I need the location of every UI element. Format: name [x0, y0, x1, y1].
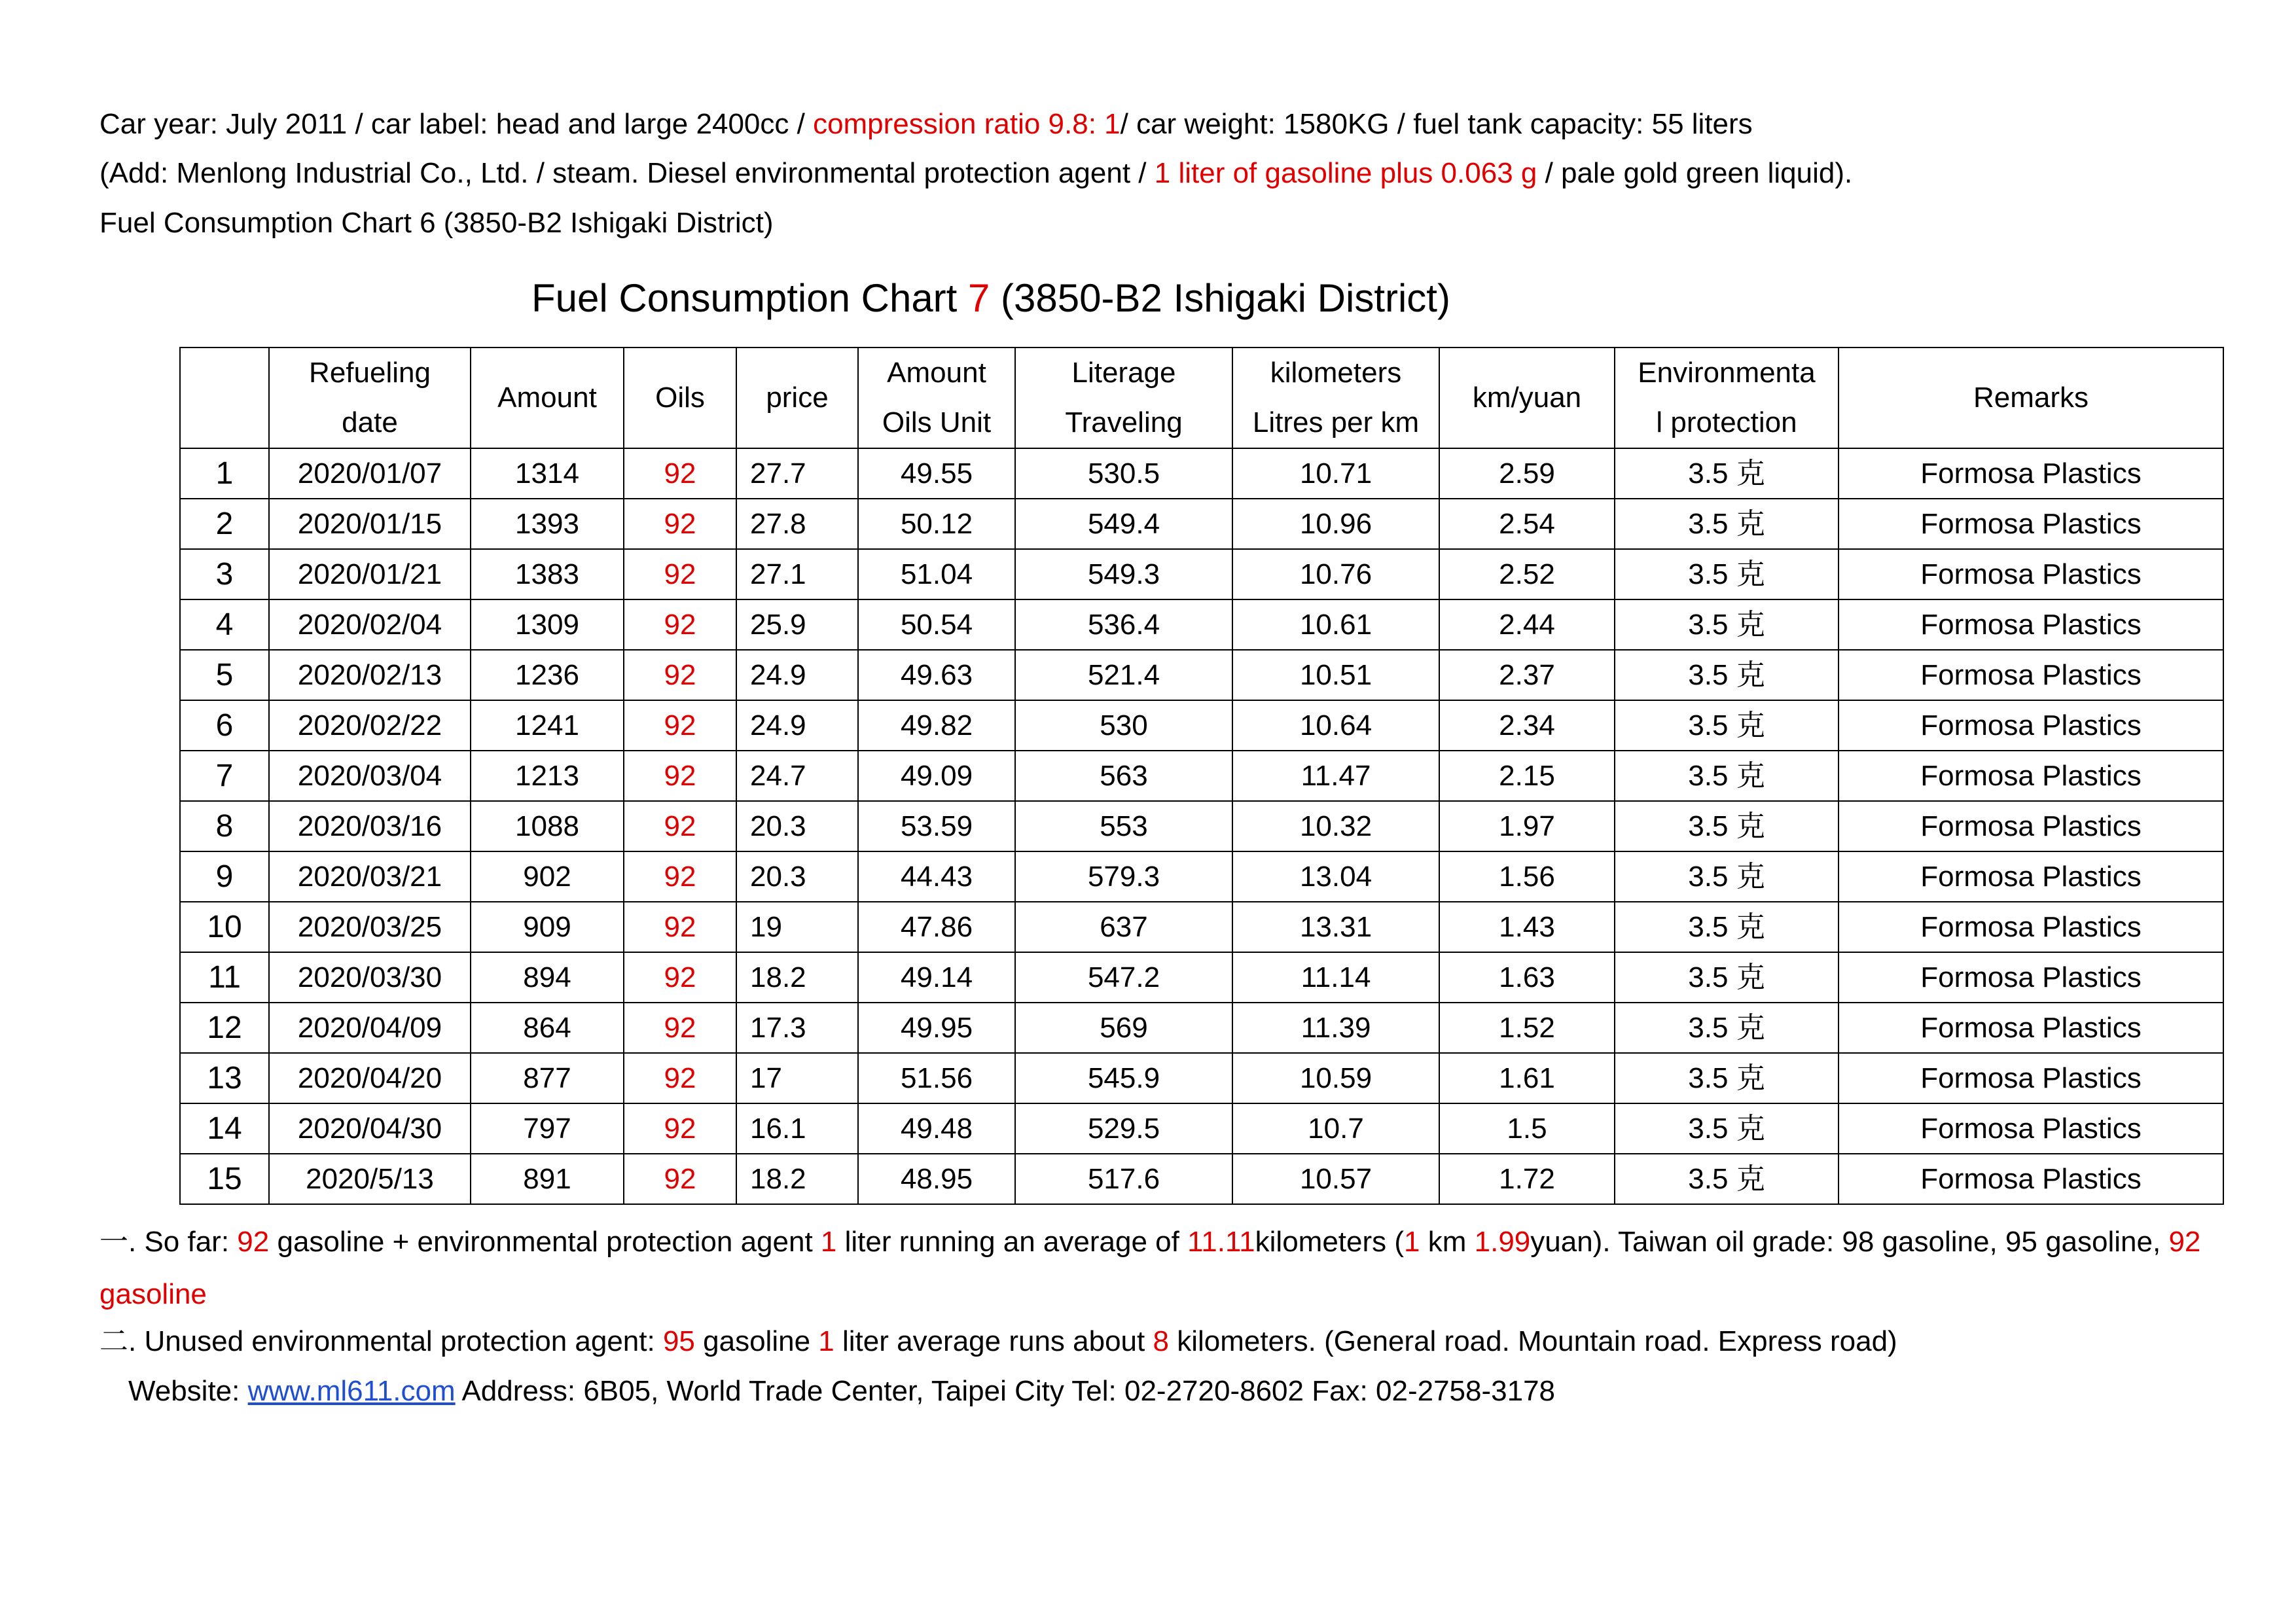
cell-distance-traveled: 549.3	[1015, 549, 1232, 599]
table-row	[180, 1003, 2223, 1053]
cell-refueling-date: 2020/02/04	[269, 599, 471, 650]
cell-remarks: Formosa Plastics	[1839, 599, 2223, 650]
cell-price: 18.2	[736, 952, 858, 1003]
cell-distance-traveled: 579.3	[1015, 851, 1232, 902]
note-highlight: 92 gasoline	[99, 1226, 2201, 1310]
cell-km-per-yuan: 1.52	[1439, 1003, 1615, 1053]
cell-amount: 1393	[471, 499, 624, 549]
cell-amount: 864	[471, 1003, 624, 1053]
intro-text: Car year: July 2011 / car label: head and large 2400cc /	[99, 108, 814, 140]
cell-row-number: 3	[180, 549, 269, 599]
cell-oil-grade: 92	[624, 650, 736, 700]
title-text: (3850-B2 Ishigaki District)	[990, 276, 1450, 320]
cell-refueling-date: 2020/04/30	[269, 1103, 471, 1154]
cell-row-number: 8	[180, 801, 269, 851]
note-highlight: 95	[662, 1325, 695, 1357]
cell-environmental-agent: 3.5 克	[1615, 599, 1839, 650]
cell-row-number: 10	[180, 902, 269, 952]
column-header-line: Amount	[887, 357, 986, 389]
column-header-line: Litres per km	[1252, 406, 1420, 438]
cell-km-per-yuan: 1.63	[1439, 952, 1615, 1003]
cell-row-number: 15	[180, 1154, 269, 1204]
cell-remarks: Formosa Plastics	[1839, 751, 2223, 801]
cell-price: 27.1	[736, 549, 858, 599]
table-body	[180, 448, 2223, 1204]
column-header-line: Oils Unit	[882, 406, 992, 438]
intro-text: / pale gold green liquid).	[1537, 157, 1853, 189]
cell-distance-traveled: 536.4	[1015, 599, 1232, 650]
cell-oil-grade: 92	[624, 1003, 736, 1053]
cell-oil-grade: 92	[624, 1154, 736, 1204]
cell-refueling-date: 2020/01/07	[269, 448, 471, 499]
cell-environmental-agent: 3.5 克	[1615, 902, 1839, 952]
cell-amount: 1213	[471, 751, 624, 801]
cell-price: 27.8	[736, 499, 858, 549]
intro-line-previous-chart: Fuel Consumption Chart 6 (3850-B2 Ishigaki District)	[99, 207, 774, 239]
cell-price: 17.3	[736, 1003, 858, 1053]
column-header	[1439, 348, 1615, 448]
cell-row-number: 11	[180, 952, 269, 1003]
cell-amount: 1309	[471, 599, 624, 650]
cell-environmental-agent: 3.5 克	[1615, 952, 1839, 1003]
note-highlight: 1	[818, 1325, 834, 1357]
note-text: kilometers. (General road. Mountain road. Express road)	[1168, 1325, 1897, 1357]
cell-km-per-liter: 13.04	[1232, 851, 1439, 902]
table-row	[180, 599, 2223, 650]
cell-liters-filled: 53.59	[858, 801, 1015, 851]
note-yuan-per-km: 1.99	[1474, 1226, 1531, 1258]
cell-refueling-date: 2020/01/15	[269, 499, 471, 549]
cell-row-number: 13	[180, 1053, 269, 1103]
cell-amount: 902	[471, 851, 624, 902]
cell-oil-grade: 92	[624, 902, 736, 952]
cell-oil-grade: 92	[624, 700, 736, 751]
note-text: kilometers (	[1255, 1226, 1405, 1258]
cell-amount: 877	[471, 1053, 624, 1103]
cell-refueling-date: 2020/5/13	[269, 1154, 471, 1204]
contact-footer	[128, 1373, 1555, 1410]
cell-remarks: Formosa Plastics	[1839, 650, 2223, 700]
cell-km-per-liter: 10.61	[1232, 599, 1439, 650]
cell-amount: 1314	[471, 448, 624, 499]
cell-environmental-agent: 3.5 克	[1615, 499, 1839, 549]
cell-environmental-agent: 3.5 克	[1615, 1003, 1839, 1053]
cell-km-per-yuan: 1.56	[1439, 851, 1615, 902]
cell-liters-filled: 50.12	[858, 499, 1015, 549]
cell-liters-filled: 49.95	[858, 1003, 1015, 1053]
column-header-line: date	[342, 406, 398, 438]
cell-price: 20.3	[736, 851, 858, 902]
column-header-line: l protection	[1656, 406, 1797, 438]
cell-liters-filled: 47.86	[858, 902, 1015, 952]
table-row	[180, 1103, 2223, 1154]
cell-amount: 894	[471, 952, 624, 1003]
column-header-line: price	[766, 382, 829, 414]
column-header	[1615, 348, 1839, 448]
cell-environmental-agent: 3.5 克	[1615, 751, 1839, 801]
cell-distance-traveled: 547.2	[1015, 952, 1232, 1003]
cell-km-per-liter: 10.64	[1232, 700, 1439, 751]
cell-environmental-agent: 3.5 克	[1615, 549, 1839, 599]
note-text: 一. So far:	[99, 1226, 238, 1258]
cell-liters-filled: 49.55	[858, 448, 1015, 499]
cell-km-per-yuan: 2.54	[1439, 499, 1615, 549]
cell-km-per-yuan: 2.15	[1439, 751, 1615, 801]
table-row	[180, 1154, 2223, 1204]
title-chart-number: 7	[968, 276, 990, 320]
note-average-km: 11.11	[1187, 1226, 1255, 1258]
cell-km-per-yuan: 2.59	[1439, 448, 1615, 499]
note-without-agent	[99, 1323, 1897, 1360]
column-header	[858, 348, 1015, 448]
table-row	[180, 902, 2223, 952]
cell-environmental-agent: 3.5 克	[1615, 650, 1839, 700]
cell-refueling-date: 2020/03/30	[269, 952, 471, 1003]
cell-oil-grade: 92	[624, 851, 736, 902]
cell-km-per-yuan: 2.44	[1439, 599, 1615, 650]
table-row	[180, 952, 2223, 1003]
cell-km-per-liter: 10.7	[1232, 1103, 1439, 1154]
intro-line-additive	[99, 155, 1852, 192]
column-header	[1839, 348, 2223, 448]
cell-row-number: 4	[180, 599, 269, 650]
cell-km-per-liter: 10.51	[1232, 650, 1439, 700]
compression-ratio-highlight: compression ratio 9.8: 1	[813, 108, 1121, 140]
column-header	[1232, 348, 1439, 448]
cell-amount: 1088	[471, 801, 624, 851]
note-text: liter running an average of	[836, 1226, 1188, 1258]
cell-amount: 1383	[471, 549, 624, 599]
cell-amount: 797	[471, 1103, 624, 1154]
cell-km-per-liter: 13.31	[1232, 902, 1439, 952]
intro-text: (Add: Menlong Industrial Co., Ltd. / steam. Diesel environmental protection agent /	[99, 157, 1155, 189]
cell-amount: 909	[471, 902, 624, 952]
cell-row-number: 12	[180, 1003, 269, 1053]
table-row	[180, 549, 2223, 599]
cell-km-per-liter: 10.59	[1232, 1053, 1439, 1103]
note-text: gasoline + environmental protection agent	[269, 1226, 821, 1258]
column-header-line: Remarks	[1973, 382, 2089, 414]
cell-remarks: Formosa Plastics	[1839, 851, 2223, 902]
cell-row-number: 7	[180, 751, 269, 801]
cell-km-per-yuan: 1.43	[1439, 902, 1615, 952]
cell-amount: 1241	[471, 700, 624, 751]
cell-refueling-date: 2020/03/25	[269, 902, 471, 952]
cell-remarks: Formosa Plastics	[1839, 952, 2223, 1003]
intro-line-car-specs	[99, 106, 1753, 143]
cell-distance-traveled: 545.9	[1015, 1053, 1232, 1103]
cell-remarks: Formosa Plastics	[1839, 499, 2223, 549]
cell-price: 24.9	[736, 650, 858, 700]
cell-oil-grade: 92	[624, 952, 736, 1003]
cell-oil-grade: 92	[624, 751, 736, 801]
cell-km-per-yuan: 1.72	[1439, 1154, 1615, 1204]
cell-price: 27.7	[736, 448, 858, 499]
cell-oil-grade: 92	[624, 448, 736, 499]
cell-remarks: Formosa Plastics	[1839, 549, 2223, 599]
cell-distance-traveled: 517.6	[1015, 1154, 1232, 1204]
cell-distance-traveled: 530	[1015, 700, 1232, 751]
cell-row-number: 9	[180, 851, 269, 902]
note-text: 二. Unused environmental protection agent:	[99, 1325, 663, 1357]
column-header-line: Amount	[497, 382, 597, 414]
cell-refueling-date: 2020/02/13	[269, 650, 471, 700]
additive-ratio-highlight: 1 liter of gasoline plus 0.063 g	[1154, 157, 1537, 189]
cell-oil-grade: 92	[624, 599, 736, 650]
table-title	[0, 274, 2296, 323]
cell-oil-grade: 92	[624, 549, 736, 599]
cell-liters-filled: 51.04	[858, 549, 1015, 599]
cell-environmental-agent: 3.5 克	[1615, 801, 1839, 851]
column-header-line: km/yuan	[1472, 382, 1582, 414]
cell-refueling-date: 2020/04/09	[269, 1003, 471, 1053]
column-header	[736, 348, 858, 448]
cell-distance-traveled: 563	[1015, 751, 1232, 801]
cell-km-per-liter: 10.71	[1232, 448, 1439, 499]
column-header	[471, 348, 624, 448]
cell-oil-grade: 92	[624, 1053, 736, 1103]
cell-km-per-yuan: 2.37	[1439, 650, 1615, 700]
cell-distance-traveled: 521.4	[1015, 650, 1232, 700]
note-highlight: 1	[1404, 1226, 1420, 1258]
cell-liters-filled: 49.14	[858, 952, 1015, 1003]
cell-km-per-liter: 11.39	[1232, 1003, 1439, 1053]
cell-distance-traveled: 529.5	[1015, 1103, 1232, 1154]
cell-amount: 1236	[471, 650, 624, 700]
cell-distance-traveled: 549.4	[1015, 499, 1232, 549]
cell-price: 24.7	[736, 751, 858, 801]
cell-amount: 891	[471, 1154, 624, 1204]
cell-environmental-agent: 3.5 克	[1615, 851, 1839, 902]
table-row	[180, 851, 2223, 902]
cell-km-per-yuan: 1.61	[1439, 1053, 1615, 1103]
cell-km-per-yuan: 2.34	[1439, 700, 1615, 751]
cell-row-number: 5	[180, 650, 269, 700]
cell-distance-traveled: 569	[1015, 1003, 1232, 1053]
cell-liters-filled: 44.43	[858, 851, 1015, 902]
cell-remarks: Formosa Plastics	[1839, 1003, 2223, 1053]
website-link[interactable]: www.ml611.com	[247, 1375, 456, 1407]
cell-liters-filled: 49.63	[858, 650, 1015, 700]
cell-refueling-date: 2020/03/16	[269, 801, 471, 851]
cell-price: 25.9	[736, 599, 858, 650]
cell-refueling-date: 2020/04/20	[269, 1053, 471, 1103]
column-header-line: Literage	[1071, 357, 1176, 389]
column-header-line: Environmenta	[1638, 357, 1816, 389]
cell-km-per-liter: 10.96	[1232, 499, 1439, 549]
cell-price: 16.1	[736, 1103, 858, 1154]
cell-liters-filled: 50.54	[858, 599, 1015, 650]
cell-price: 18.2	[736, 1154, 858, 1204]
note-highlight: 1	[820, 1226, 837, 1258]
cell-oil-grade: 92	[624, 1103, 736, 1154]
cell-price: 17	[736, 1053, 858, 1103]
cell-km-per-liter: 10.57	[1232, 1154, 1439, 1204]
cell-refueling-date: 2020/03/21	[269, 851, 471, 902]
table-row	[180, 499, 2223, 549]
column-header	[180, 348, 269, 448]
cell-distance-traveled: 637	[1015, 902, 1232, 952]
cell-environmental-agent: 3.5 克	[1615, 1053, 1839, 1103]
note-highlight: 8	[1153, 1325, 1169, 1357]
cell-oil-grade: 92	[624, 499, 736, 549]
table-header-row	[180, 348, 2223, 448]
column-header-line: Refueling	[309, 357, 431, 389]
cell-row-number: 14	[180, 1103, 269, 1154]
table-row	[180, 700, 2223, 751]
table-row	[180, 448, 2223, 499]
cell-oil-grade: 92	[624, 801, 736, 851]
cell-refueling-date: 2020/01/21	[269, 549, 471, 599]
table-row	[180, 751, 2223, 801]
note-text: yuan). Taiwan oil grade: 98 gasoline, 95 gasoline,	[1530, 1226, 2169, 1258]
column-header	[624, 348, 736, 448]
cell-remarks: Formosa Plastics	[1839, 448, 2223, 499]
cell-price: 19	[736, 902, 858, 952]
cell-liters-filled: 49.82	[858, 700, 1015, 751]
website-label: Website:	[128, 1375, 248, 1407]
cell-remarks: Formosa Plastics	[1839, 902, 2223, 952]
cell-row-number: 1	[180, 448, 269, 499]
cell-liters-filled: 49.48	[858, 1103, 1015, 1154]
cell-km-per-liter: 10.32	[1232, 801, 1439, 851]
cell-environmental-agent: 3.5 克	[1615, 1154, 1839, 1204]
title-text: Fuel Consumption Chart	[531, 276, 969, 320]
cell-refueling-date: 2020/02/22	[269, 700, 471, 751]
cell-remarks: Formosa Plastics	[1839, 801, 2223, 851]
cell-km-per-yuan: 1.5	[1439, 1103, 1615, 1154]
note-highlight: 92	[237, 1226, 270, 1258]
table-row	[180, 801, 2223, 851]
intro-text: / car weight: 1580KG / fuel tank capacity: 55 liters	[1120, 108, 1753, 140]
cell-distance-traveled: 530.5	[1015, 448, 1232, 499]
cell-environmental-agent: 3.5 克	[1615, 448, 1839, 499]
cell-km-per-liter: 11.47	[1232, 751, 1439, 801]
cell-remarks: Formosa Plastics	[1839, 1103, 2223, 1154]
cell-liters-filled: 49.09	[858, 751, 1015, 801]
cell-distance-traveled: 553	[1015, 801, 1232, 851]
note-text: liter average runs about	[834, 1325, 1153, 1357]
column-header-line: Oils	[655, 382, 705, 414]
cell-liters-filled: 51.56	[858, 1053, 1015, 1103]
cell-remarks: Formosa Plastics	[1839, 1053, 2223, 1103]
note-summary	[99, 1216, 2227, 1321]
cell-liters-filled: 48.95	[858, 1154, 1015, 1204]
cell-price: 24.9	[736, 700, 858, 751]
cell-km-per-liter: 11.14	[1232, 952, 1439, 1003]
cell-environmental-agent: 3.5 克	[1615, 1103, 1839, 1154]
cell-environmental-agent: 3.5 克	[1615, 700, 1839, 751]
cell-km-per-yuan: 1.97	[1439, 801, 1615, 851]
cell-remarks: Formosa Plastics	[1839, 700, 2223, 751]
cell-price: 20.3	[736, 801, 858, 851]
table-row	[180, 650, 2223, 700]
cell-km-per-yuan: 2.52	[1439, 549, 1615, 599]
column-header-line: kilometers	[1270, 357, 1402, 389]
note-text: gasoline	[694, 1325, 819, 1357]
address-and-phone: Address: 6B05, World Trade Center, Taipei City Tel: 02-2720-8602 Fax: 02-2758-3178	[455, 1375, 1556, 1407]
cell-row-number: 2	[180, 499, 269, 549]
column-header-line: Traveling	[1065, 406, 1183, 438]
cell-row-number: 6	[180, 700, 269, 751]
cell-remarks: Formosa Plastics	[1839, 1154, 2223, 1204]
column-header	[1015, 348, 1232, 448]
cell-refueling-date: 2020/03/04	[269, 751, 471, 801]
table-row	[180, 1053, 2223, 1103]
note-text: km	[1420, 1226, 1475, 1258]
cell-km-per-liter: 10.76	[1232, 549, 1439, 599]
fuel-consumption-table	[179, 347, 2224, 1205]
column-header	[269, 348, 471, 448]
